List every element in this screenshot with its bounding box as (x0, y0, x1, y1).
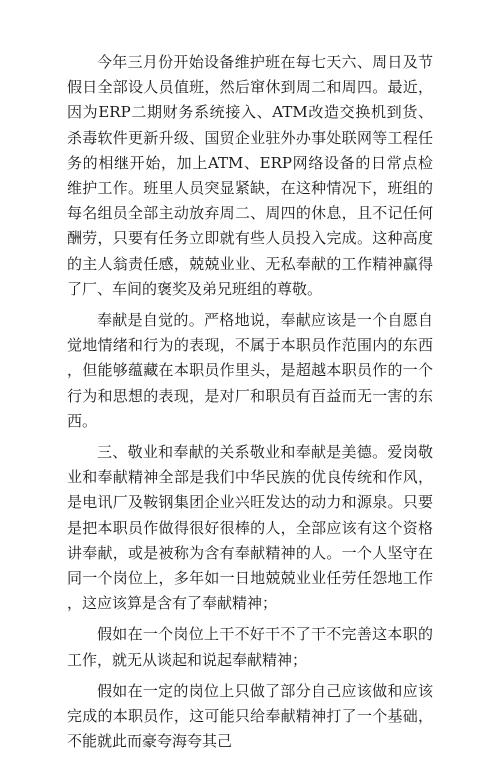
paragraph-duty-schedule: 今年三月份开始设备维护班在每七天六、周日及节假日全部设人员值班，然后窜休到周二和周四。最近，因为ERP二期财务系统接入、ATM改造交换机到货、杀毒软件更新升级、国贸企业驻外办事处联网等工程任务的相继开始，加上ATM、ERP网络设备的日常点检维护工作。班里人员突显紧缺，在这种情况下，班组的每名组员全部主动放弃周二、周四的休息，且不记任何酬劳，只要有任务立即就有些人员投入完成。这种高度的主人翁责任感，兢兢业业、无私奉献的工作精神赢得了厂、车间的褒奖及弟兄班组的尊敬。 (67, 53, 433, 298)
paragraph-if-partially-done: 假如在一定的岗位上只做了部分自己应该做和应该完成的本职员作，这可能只给奉献精神打了一个基础，不能就此而豪夸海夸其己 (67, 681, 433, 751)
document-body (67, 50, 433, 760)
paragraph-dedication-relationship: 三、敬业和奉献的关系敬业和奉献是美德。爱岗敬业和奉献精神全部是我们中华民族的优良传统和作风，是电讯厂及鞍钢集团企业兴旺发达的动力和源泉。只要是把本职员作做得很好很棒的人，全部应该有这个资格讲奉献，或是被称为含有奉献精神的人。一个人坚守在同一个岗位上，多年如一日地兢兢业业任劳任怨地工作，这应该算是含有了奉献精神； (67, 443, 433, 613)
paragraph-if-not-done-well: 假如在一个岗位上干不好干不了干不完善这本职的工作，就无从谈起和说起奉献精神； (67, 625, 433, 669)
paragraph-dedication-voluntary: 奉献是自觉的。严格地说，奉献应该是一个自愿自觉地情绪和行为的表现，不属于本职员作范围内的东西，但能够蕴藏在本职员作里头，是超越本职员作的一个行为和思想的表现，是对厂和职员有百益而无一害的东西。 (67, 311, 433, 430)
